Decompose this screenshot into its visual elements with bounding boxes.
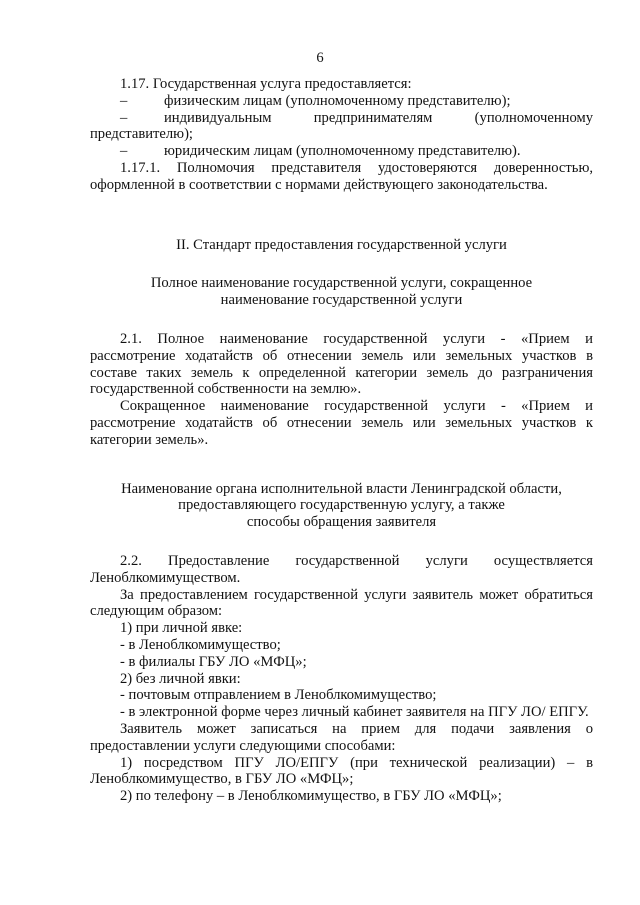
list-item-continuation: представителю); [90,126,193,143]
subheading-line: наименование государственной услуги [220,292,463,309]
paragraph-contact: За предоставлением государственной услуги заявитель может обратиться следующим образом: [90,586,593,620]
paragraph-appointment: Заявитель может записаться на прием для подачи заявления о предоставлении услуги следующими способами: [90,720,593,754]
subheading-line: способы обращения заявителя [246,514,437,531]
section-heading: II. Стандарт предоставления государственной услуги [176,236,507,253]
subheading-line: предоставляющего государственную услугу, а также [178,497,505,514]
list-item-text: физическим лицам (уполномоченному представителю); [164,92,511,109]
list-item: - в электронной форме через личный кабинет заявителя на ПГУ ЛО/ ЕПГУ. [120,704,589,721]
page-number: 6 [316,50,324,66]
list-item [90,110,593,127]
list-item: 2) без личной явки: [120,670,241,687]
list-item: 1) посредством ПГУ ЛО/ЕПГУ (при технической реализации) – в Леноблкомимущество, в ГБУ ЛО «МФЦ»; [90,754,593,788]
paragraph-1-17-1: 1.17.1. Полномочия представителя удостоверяются доверенностью, оформленной в соответствии с нормами действующего законодательства. [90,159,593,193]
list-item [90,143,593,160]
list-item: 2) по телефону – в Леноблкомимущество, в ГБУ ЛО «МФЦ»; [120,788,502,805]
subheading-line: Наименование органа исполнительной власти Ленинградской области, [121,480,562,497]
list-item: 1) при личной явке: [120,620,243,637]
page-content [90,76,593,805]
paragraph-short-name: Сокращенное наименование государственной услуги - «Прием и рассмотрение ходатайств об отнесении земель или земельных участков к категории земель». [90,398,593,448]
list-item-text: индивидуальным предпринимателям (уполномоченному [164,109,593,126]
dash-marker: – [120,143,128,160]
list-item: - в филиалы ГБУ ЛО «МФЦ»; [120,653,307,670]
paragraph-2-2: 2.2. Предоставление государственной услуги осуществляется Леноблкомимуществом. [90,552,593,586]
list-item: - почтовым отправлением в Леноблкомимущество; [120,687,437,704]
dash-marker: – [120,109,128,126]
dash-marker: – [120,92,128,109]
list-item-text: юридическим лицам (уполномоченному представителю). [164,143,521,160]
list-item [90,93,593,110]
paragraph-2-1: 2.1. Полное наименование государственной услуги - «Прием и рассмотрение ходатайств об отнесении земель или земельных участков в составе таких земель к определенной категории земель до разграничения государственной собственности на землю». [90,330,593,398]
list-item: - в Леноблкомимущество; [120,636,281,653]
subheading-line: Полное наименование государственной услуги, сокращенное [150,275,533,292]
paragraph-1-17: 1.17. Государственная услуга предоставляется: [120,76,412,92]
